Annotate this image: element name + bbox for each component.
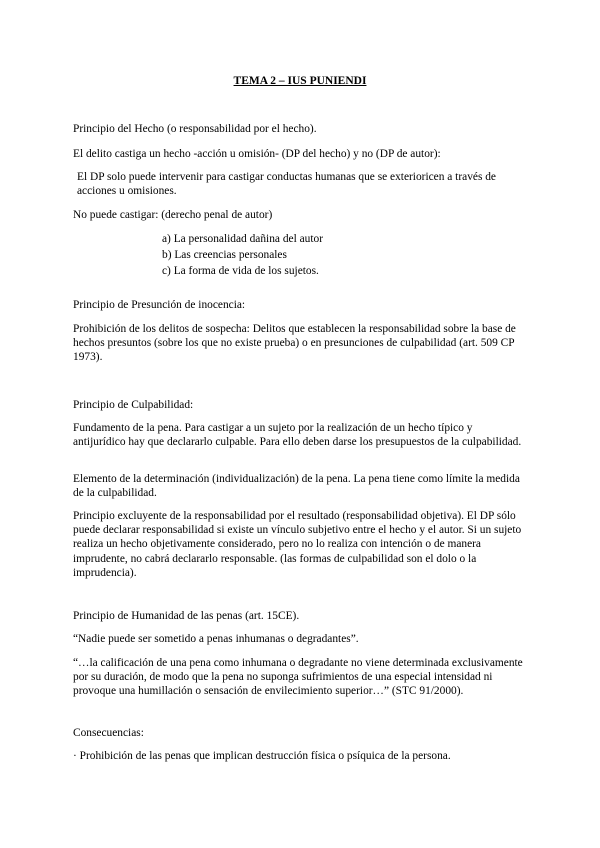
list-autor [162, 231, 462, 279]
paragraph-inocencia-1: Prohibición de los delitos de sospecha: Delitos que establecen la responsabilidad sobre la base de hechos presuntos (sobre los que no existe prueba) o en presunciones de culpabilidad (art. 509 CP 1973). [73, 323, 516, 364]
paragraph-humanidad-1: “Nadie puede ser sometido a penas inhumanas o degradantes”. [73, 633, 359, 645]
section-heading-culpabilidad: Principio de Culpabilidad: [73, 399, 194, 411]
paragraph-humanidad-2: “…la calificación de una pena como inhumana o degradante no viene determinada exclusivamente por su duración, de modo que la pena no suponga sufrimientos de una especial intensidad ni provoque una humillación o sensación de envilecimiento superior…” (STC 91/2000). [73, 657, 523, 698]
section-heading-inocencia: Principio de Presunción de inocencia: [73, 299, 246, 311]
list-item: a) La personalidad dañina del autor [162, 233, 323, 245]
paragraph-hecho-1: El delito castiga un hecho -acción u omisión- (DP del hecho) y no (DP de autor): [73, 148, 441, 160]
document-title: TEMA 2 – IUS PUNIENDI [233, 75, 367, 87]
list-item: b) Las creencias personales [162, 249, 287, 261]
paragraph-culpabilidad-1: Fundamento de la pena. Para castigar a un sujeto por la realización de un hecho típico y antijurídico hay que declararlo culpable. Para ello deben darse los presupuestos de la culpabilidad. [73, 422, 522, 449]
section-heading-humanidad: Principio de Humanidad de las penas (art. 15CE). [73, 610, 300, 622]
paragraph-humanidad-4: · Prohibición de las penas que implican destrucción física o psíquica de la persona. [73, 750, 451, 762]
paragraph-humanidad-3: Consecuencias: [73, 727, 144, 739]
paragraph-culpabilidad-3: Principio excluyente de la responsabilidad por el resultado (responsabilidad objetiva). El DP sólo puede declarar responsabilidad si existe un vínculo subjetivo entre el hecho y el autor. Si un sujeto realiza un hecho objetivamente considerado, pero no lo realiza con intención o de manera imprudente, no cabrá declararlo responsable. (las formas de culpabilidad son el dolo o la imprudencia). [73, 510, 522, 579]
list-item: c) La forma de vida de los sujetos. [162, 265, 319, 277]
section-heading-hecho: Principio del Hecho (o responsabilidad por el hecho). [73, 123, 317, 135]
paragraph-hecho-2: El DP solo puede intervenir para castigar conductas humanas que se exterioricen a través de acciones u omisiones. [77, 171, 496, 198]
paragraph-hecho-3: No puede castigar: (derecho penal de autor) [73, 209, 273, 221]
paragraph-culpabilidad-2: Elemento de la determinación (individualización) de la pena. La pena tiene como límite la medida de la culpabilidad. [73, 473, 520, 500]
